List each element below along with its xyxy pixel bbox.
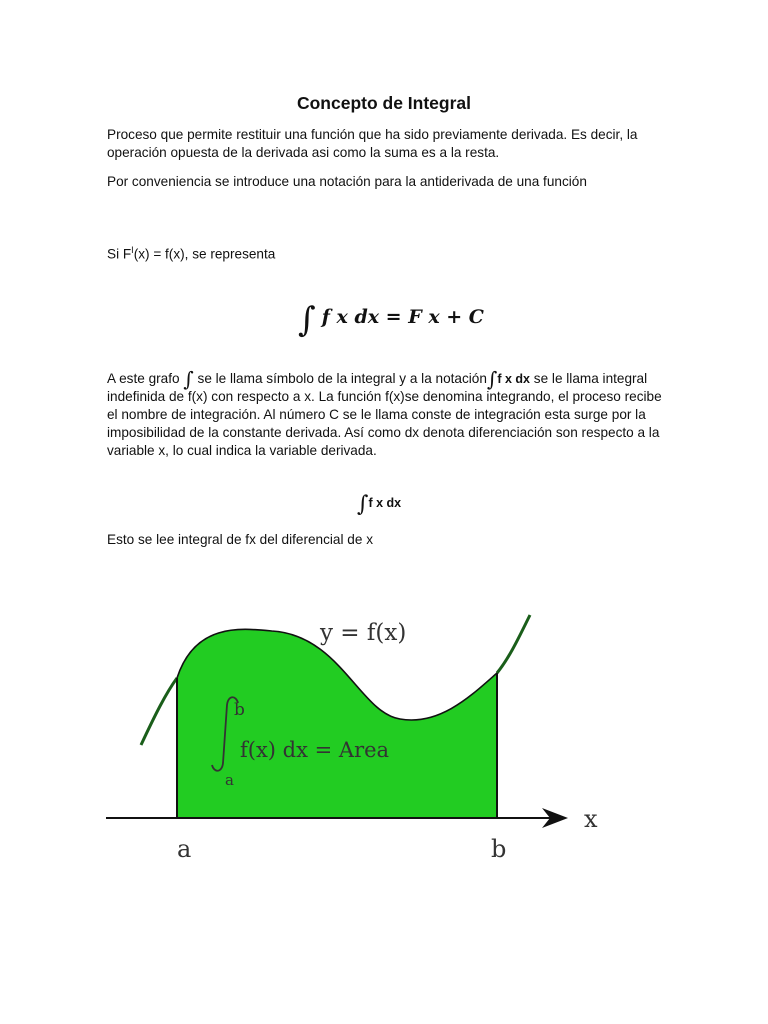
tick-label-a: a: [177, 835, 192, 863]
explanation-part1: A este grafo: [107, 371, 184, 386]
paragraph-reading: Esto se lee integral de fx del diferencial de x: [107, 532, 373, 547]
integral-area-figure: [100, 595, 620, 880]
integral-area-diagram: [100, 595, 620, 875]
tick-label-b: b: [491, 835, 507, 863]
small-formula-text: f x dx: [368, 496, 402, 510]
explanation-part2: se le llama símbolo de la integral y a la notación: [193, 371, 487, 386]
small-integral-formula: [357, 492, 401, 517]
page-title: Concepto de Integral: [296, 93, 472, 113]
integral-symbol-icon: ∫: [357, 492, 369, 517]
integral-symbol-icon: ∫: [298, 300, 316, 340]
paragraph-explanation: [107, 367, 662, 460]
x-axis-label: x: [584, 805, 598, 833]
curve-label: y = f(x): [320, 620, 407, 646]
paragraph-definition: Proceso que permite restituir una función que ha sido previamente derivada. Es decir, la operación opuesta de la derivada asi como la suma es a la resta.: [107, 127, 638, 160]
curve-right-extension: [497, 615, 530, 673]
representation-prefix: Si F: [107, 246, 132, 262]
integral-symbol-icon: ∫: [486, 367, 498, 391]
paragraph-notation-intro: Por conveniencia se introduce una notación para la antiderivada de una función: [107, 174, 587, 189]
representation-suffix: (x) = f(x), se representa: [133, 246, 276, 262]
integral-symbol-icon: ∫: [183, 367, 194, 391]
prime-superscript: I: [131, 245, 134, 255]
lower-limit-label: a: [225, 771, 234, 789]
main-formula-text: f x dx = F x + C: [321, 306, 484, 328]
upper-limit-label: b: [234, 700, 245, 720]
main-integral-formula: [298, 300, 484, 340]
paragraph-representation: [107, 241, 667, 264]
explanation-part3: se le llama integral indefinida de f(x) con respecto a x. La función f(x)se denomina integrando, el proceso recibe el nombre de integración. Al número C se le llama conste de integración esta surge por la imposibilidad de la constante derivada. Así como dx denota diferenciación son respecto a la variable x, lo cual indica la variable derivada.: [107, 371, 662, 458]
area-formula-label: f(x) dx = Area: [240, 738, 390, 762]
curve-left-extension: [141, 678, 177, 745]
inline-notation: f x dx: [497, 372, 531, 386]
